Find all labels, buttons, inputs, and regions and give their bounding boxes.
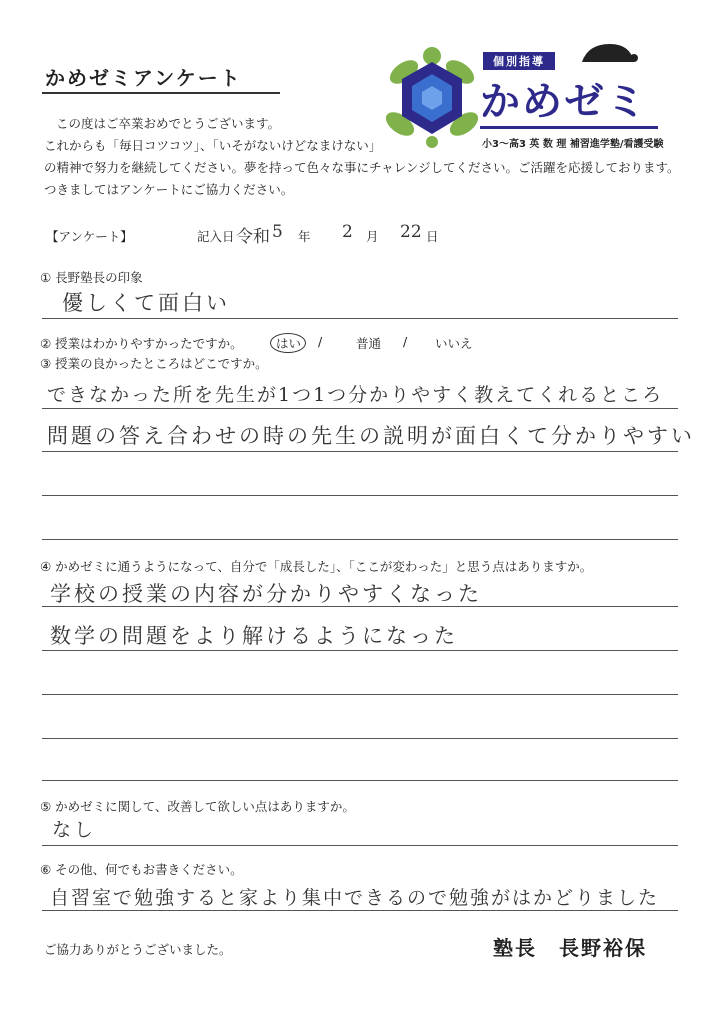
q3-rule-1: [42, 408, 678, 409]
q4-rule-1: [42, 606, 678, 607]
q2-option-yes[interactable]: はい: [276, 336, 302, 351]
q5-answer: なし: [52, 819, 97, 841]
q3-answer-2: 問題の答え合わせの時の先生の説明が面白くて分かりやすい: [47, 424, 695, 448]
q2-label: ② 授業はわかりやすかったですか。: [40, 336, 243, 351]
q4-rule-2: [42, 650, 678, 651]
q6-rule: [42, 910, 678, 911]
q4-rule-4: [42, 738, 678, 739]
intro-line-4: つきましてはアンケートにご協力ください。: [44, 182, 294, 197]
intro-line-1: この度はご卒業おめでとうございます。: [56, 116, 281, 131]
q3-label: ③ 授業の良かったところはどこですか。: [40, 356, 268, 371]
q5-rule: [42, 845, 678, 846]
date-day: 22: [400, 222, 422, 242]
title-underline: [42, 92, 280, 94]
q4-answer-2: 数学の問題をより解けるようになった: [50, 624, 458, 648]
q1-answer: 優しくて面白い: [62, 291, 230, 315]
q4-label: ④ かめゼミに通うようになって、自分で「成長した」、「ここが変わった」と思う点はありますか。: [40, 559, 593, 574]
q2-option-no[interactable]: いいえ: [435, 336, 473, 351]
date-month: 2: [342, 222, 356, 242]
footer-thanks: ご協力ありがとうございました。: [44, 942, 232, 957]
turtle-silhouette-icon: [578, 42, 638, 66]
date-label: 記入日: [197, 229, 235, 244]
logo-tagline: 小3〜高3 英 数 理 補習進学塾/看護受験: [482, 139, 664, 150]
q2-selected-circle: [270, 333, 306, 353]
q2-separator-2: /: [403, 334, 408, 349]
date-month-unit: 月: [366, 229, 379, 244]
date-day-unit: 日: [426, 229, 439, 244]
q3-rule-4: [42, 539, 678, 540]
q4-rule-5: [42, 780, 678, 781]
q1-rule: [42, 318, 678, 319]
date-era: 令和: [236, 227, 270, 247]
q3-answer-1: できなかった所を先生が1つ1つ分かりやすく教えてくれるところ: [47, 384, 664, 406]
footer-signature: 塾長 長野裕保: [493, 936, 647, 960]
q6-answer: 自習室で勉強すると家より集中できるので勉強がはかどりました: [50, 887, 660, 909]
turtle-logo-icon: [382, 44, 482, 154]
date-year-unit: 年: [298, 229, 311, 244]
q3-rule-3: [42, 495, 678, 496]
logo-bar: [480, 126, 658, 129]
q2-option-normal[interactable]: 普通: [356, 336, 382, 351]
intro-line-3: の精神で努力を継続してください。夢を持って色々な事にチャレンジしてください。ご活躍を応援しております。: [44, 160, 680, 175]
q6-label: ⑥ その他、何でもお書きください。: [40, 862, 243, 877]
q1-label: ① 長野塾長の印象: [40, 270, 143, 285]
logo-badge: 個別指導: [483, 52, 555, 70]
q2-separator-1: /: [318, 334, 323, 349]
logo-brand: かめゼミ: [480, 79, 648, 125]
q4-answer-1: 学校の授業の内容が分かりやすくなった: [50, 582, 482, 606]
page-title: かめゼミアンケート: [45, 66, 242, 90]
q3-rule-2: [42, 451, 678, 452]
intro-line-2: これからも「毎日コツコツ」、「いそがないけどなまけない」: [44, 138, 382, 153]
q5-label: ⑤ かめゼミに関して、改善して欲しい点はありますか。: [40, 799, 355, 814]
q4-rule-3: [42, 694, 678, 695]
date-year: 5: [272, 222, 286, 242]
survey-label: 【アンケート】: [46, 229, 133, 244]
